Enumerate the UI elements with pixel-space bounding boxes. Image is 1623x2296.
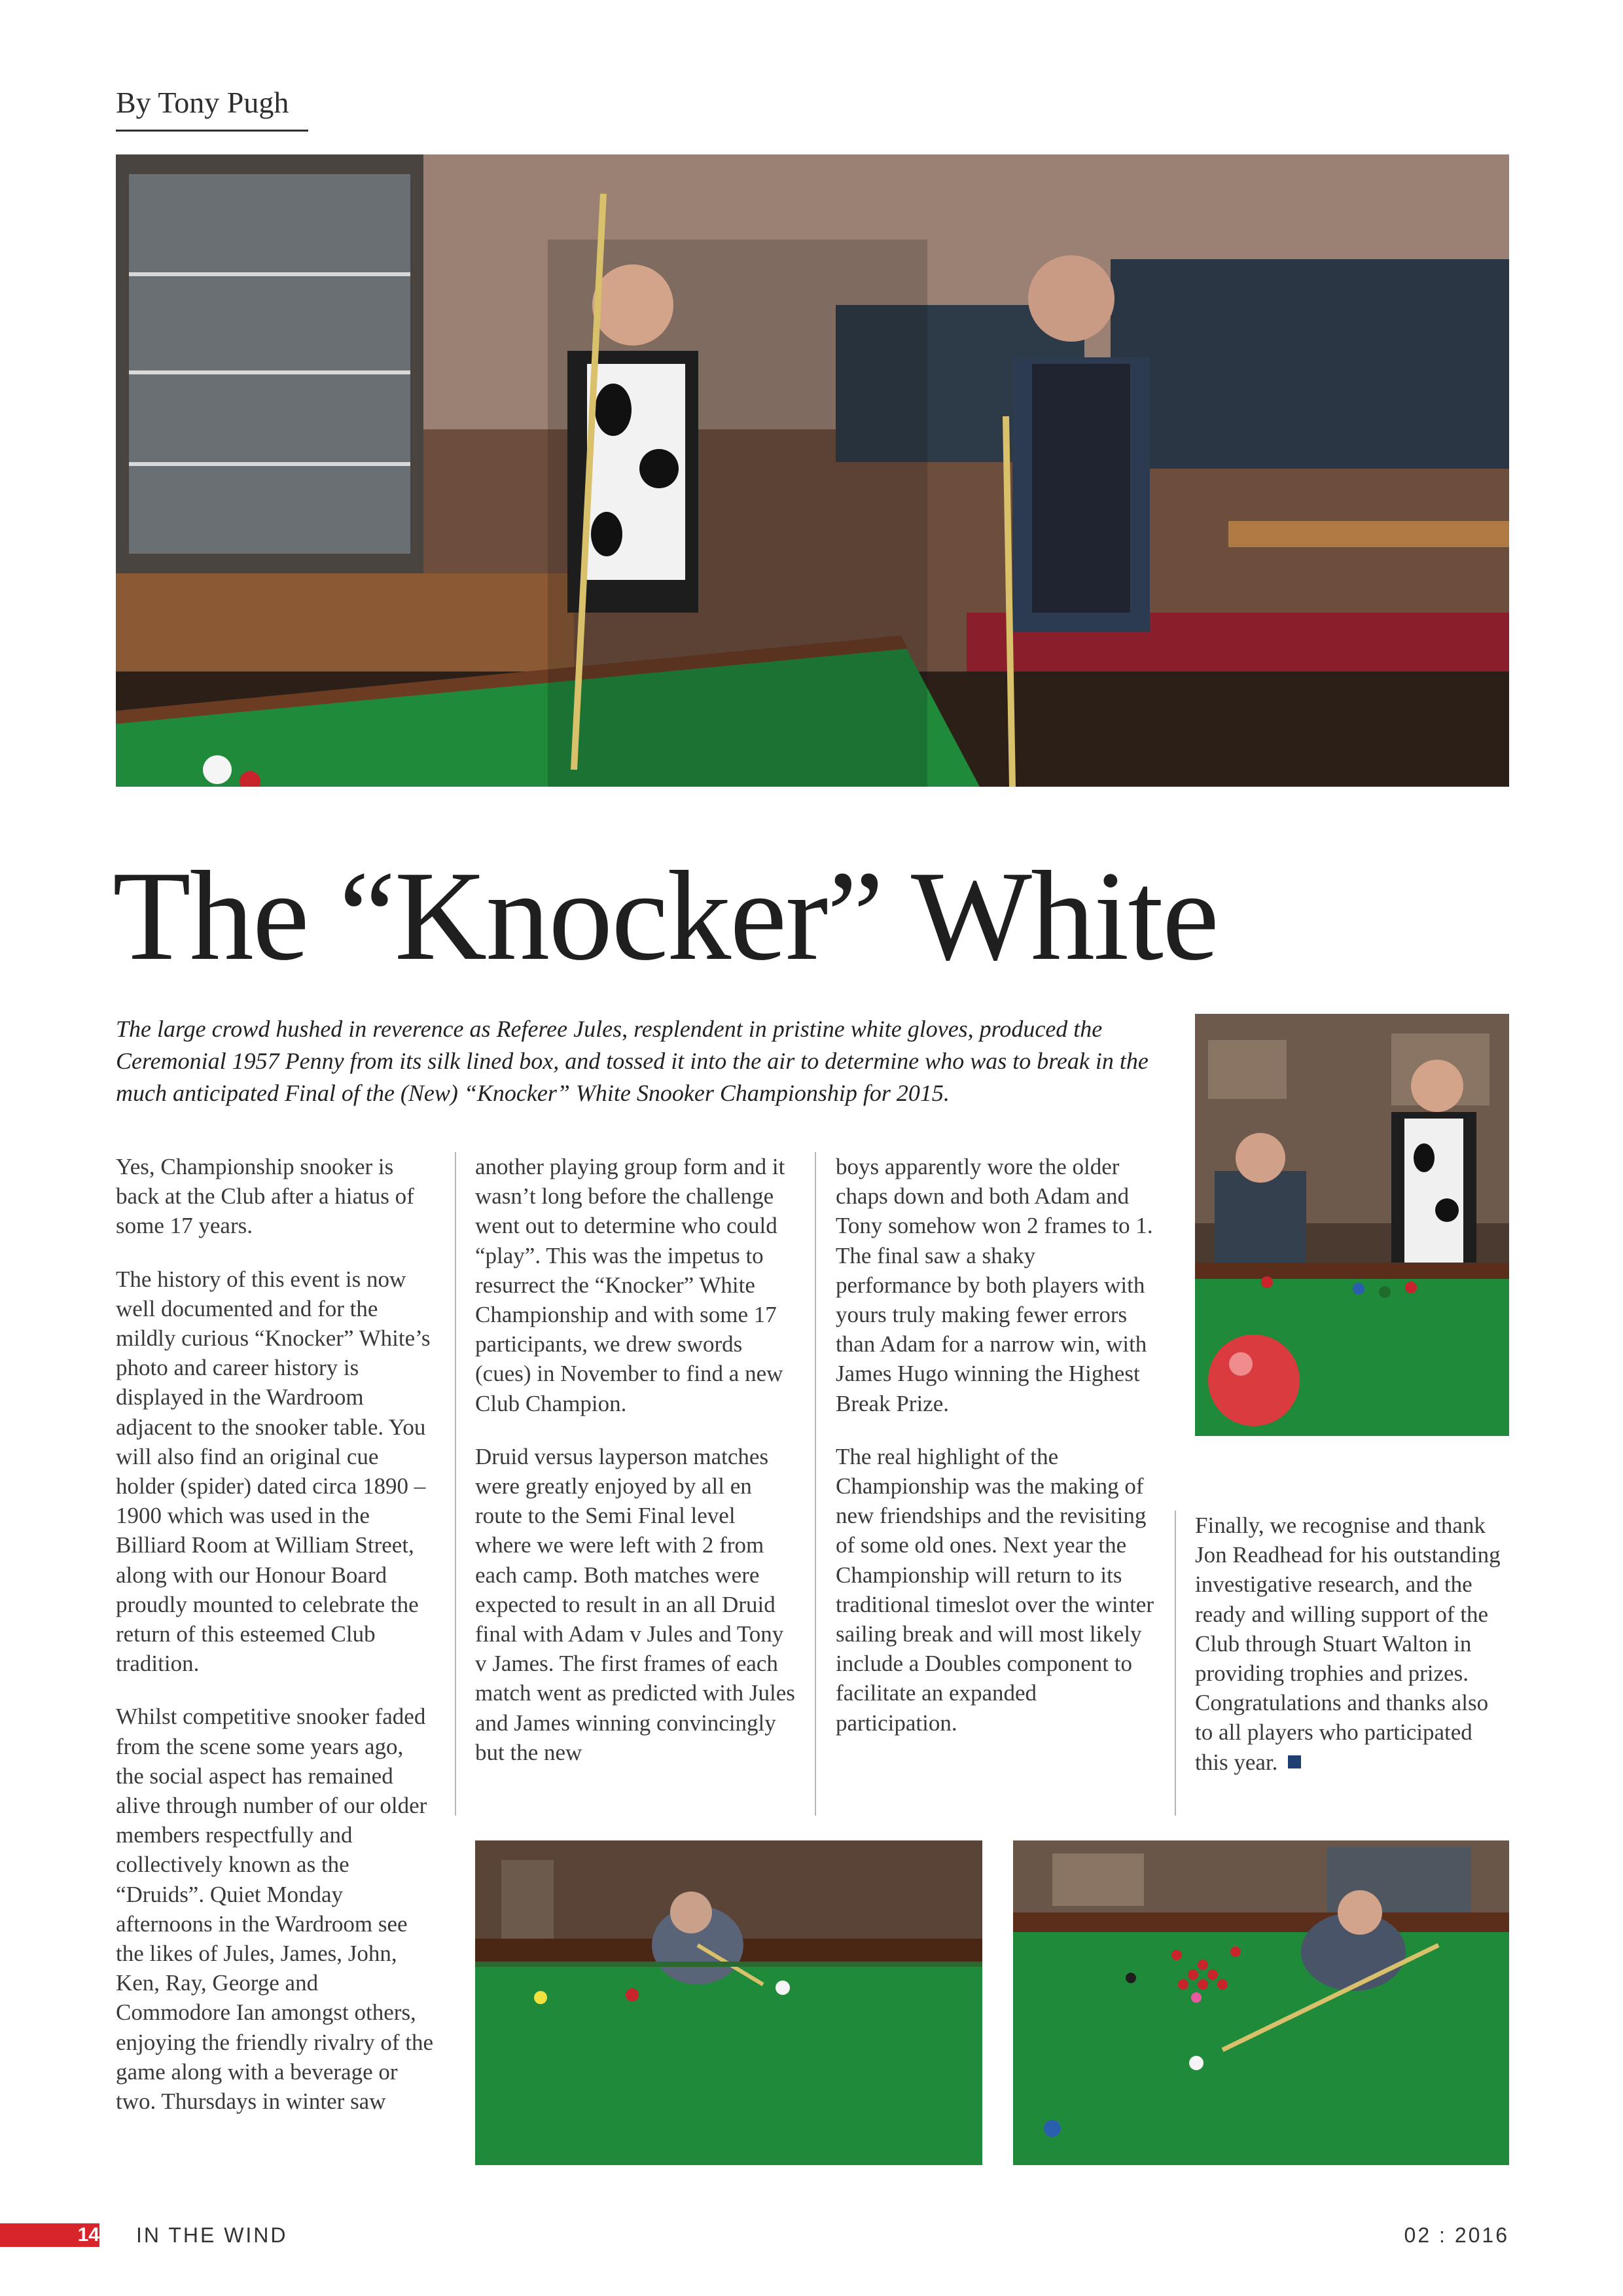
closing-paragraph-text: Finally, we recognise and thank Jon Readhead for his outstanding investigative research, and the ready and willing support of the Club through Stuart Walton in providing trophies and prizes. Congratulations and thanks also to all players who participated this year. [1195, 1513, 1501, 1775]
column-divider [1175, 1511, 1176, 1816]
lead-paragraph: The large crowd hushed in reverence as Referee Jules, resplendent in pristine white gloves, produced the Ceremonial 1957 Penny from its silk lined box, and tossed it into the air to determine who was to break in the much anticipated Final of the (New) “Knocker” White Snooker Championship for 2015. [116, 1016, 1149, 1106]
article-column-1 [116, 1152, 437, 2116]
paragraph: Druid versus layperson matches were greatly enjoyed by all en route to the Semi Final level where we were left with 2 from each camp. Both matches were expected to result in an all Druid final with Adam v Jules and Tony v James. The first frames of each match went as predicted with Jules and James winning convincingly but the new [475, 1443, 795, 1765]
paragraph: Yes, Championship snooker is back at the Club after a hiatus of some 17 years. [116, 1154, 414, 1239]
hero-photo [116, 154, 1509, 787]
player-taking-shot-photo [475, 1840, 982, 2165]
column-divider [815, 1152, 816, 1816]
player-breaking-photo [1013, 1840, 1509, 2165]
issue-number: 02 : 2016 [1404, 2223, 1509, 2247]
players-at-table-photo [1195, 1014, 1509, 1436]
article-title: The “Knocker” White [113, 845, 1218, 987]
paragraph: The history of this event is now well documented and for the mildly curious “Knocker” White’s photo and career history is displayed in the Wardroom adjacent to the snooker table. You will also find an original cue holder (spider) dated circa 1890 – 1900 which was used in the Billiard Room at William Street, along with our Honour Board proudly mounted to celebrate the return of this esteemed Club tradition. [116, 1266, 431, 1677]
article-column-2 [475, 1152, 796, 1767]
column-divider [455, 1152, 456, 1816]
paragraph: Whilst competitive snooker faded from the scene some years ago, the social aspect has remained alive through number of our older members respectfully and collectively known as the “Druids”. Quiet Monday afternoons in the Wardroom see the likes of Jules, James, John, Ken, Ray, George and Commodore Ian amongst others, enjoying the friendly rivalry of the game along with a beverage or two. Thursdays in winter saw [116, 1704, 433, 2115]
end-mark-icon [1288, 1755, 1301, 1768]
paragraph: boys apparently wore the older chaps down and both Adam and Tony somehow won 2 frames to 1. The final saw a shaky performance by both players with yours truly making fewer errors than Adam for a narrow win, with James Hugo winning the Highest Break Prize. [836, 1154, 1153, 1416]
paragraph: another playing group form and it wasn’t long before the challenge went out to determine who could “play”. This was the impetus to resurrect the “Knocker” White Championship and with some 17 participants, we drew swords (cues) in November to find a new Club Champion. [475, 1154, 785, 1416]
article-column-3 [836, 1152, 1156, 1738]
byline: By Tony Pugh [116, 80, 308, 132]
article-column-4 [1195, 1511, 1509, 1777]
magazine-name: IN THE WIND [136, 2223, 288, 2247]
paragraph: The real highlight of the Championship was the making of new friendships and the revisiting of some old ones. Next year the Championship will return to its traditional timeslot over the winter sailing break and will most likely include a Doubles component to facilitate an expanded participation. [836, 1443, 1154, 1736]
page-number: 14 [77, 2224, 99, 2246]
paragraph [1195, 1511, 1509, 1777]
